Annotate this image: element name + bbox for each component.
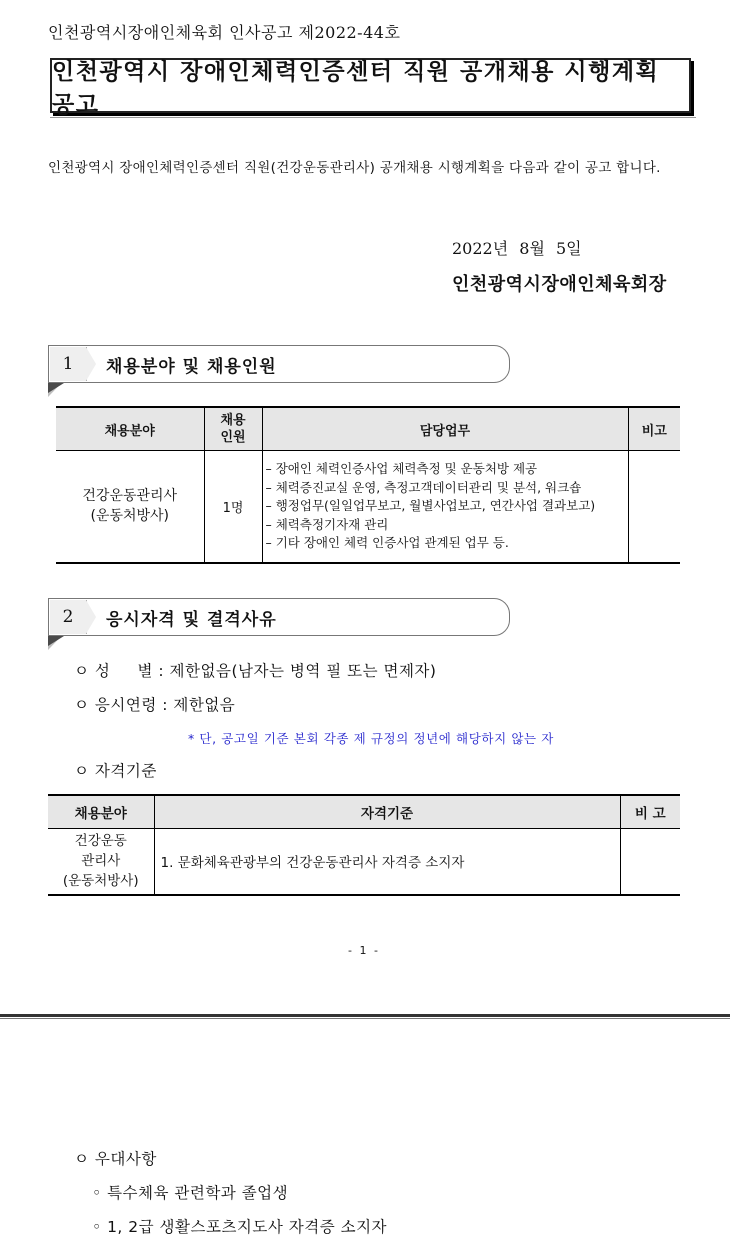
header-field: 채용분야 (56, 407, 204, 451)
header-field: 채용분야 (48, 795, 154, 829)
recruitment-table (56, 406, 680, 564)
preferences-label: ㅇ 우대사항 (74, 1150, 157, 1168)
page-divider-thin (0, 1018, 730, 1019)
duty-item: – 체력측정기자재 관리 (265, 516, 389, 532)
page-title: 인천광역시 장애인체력인증센터 직원 공개채용 시행계획 공고 (52, 58, 660, 118)
section-number: 1 (50, 347, 87, 381)
header-note: 비 고 (620, 795, 680, 829)
qualification-label: ㅇ 자격기준 (74, 762, 157, 780)
announcement-date: 2022년 8월 5일 (452, 239, 582, 258)
cell-duties (262, 451, 628, 563)
table-row (48, 829, 680, 895)
qualification-table (48, 794, 680, 896)
chevron-right-icon (86, 347, 96, 381)
duty-item: – 행정업무(일일업무보고, 월별사업보고, 연간사업 결과보고) (265, 498, 596, 513)
duty-item: – 장애인 체력인증사업 체력측정 및 운동처방 제공 (265, 461, 538, 476)
title-divider (50, 117, 696, 118)
header-note: 비고 (628, 407, 680, 451)
preference-item: ◦ 특수체육 관련학과 졸업생 (92, 1184, 289, 1202)
cell-field: 건강운동관리사 (운동처방사) (82, 488, 178, 525)
section-title: 채용분야 및 채용인원 (106, 357, 277, 377)
corner-tab-icon (48, 636, 64, 646)
duty-item: – 체력증진교실 운영, 측정고객데이터관리 및 분석, 워크숍 (265, 479, 582, 495)
section-1-header (48, 345, 514, 387)
header-count: 채용 인원 (204, 407, 262, 451)
age-condition: ㅇ 응시연령 : 제한없음 (74, 696, 236, 714)
page-divider (0, 1014, 730, 1017)
corner-tab-icon (48, 383, 64, 393)
section-2-header (48, 598, 514, 640)
table-header-row (56, 407, 680, 451)
cell-note (620, 829, 680, 895)
notice-number: 인천광역시장애인체육회 인사공고 제2022-44호 (48, 23, 401, 42)
table-row (56, 451, 680, 563)
title-box (50, 58, 691, 118)
header-duties: 담당업무 (262, 407, 628, 451)
cell-note (628, 451, 680, 563)
preference-item: ◦ 1, 2급 생활스포츠지도사 자격증 소지자 (92, 1218, 388, 1236)
cell-field: 건강운동 관리사 (운동처방사) (62, 833, 139, 890)
cell-count: 1명 (204, 451, 262, 563)
cell-criteria: 1. 문화체육관광부의 건강운동관리사 자격증 소지자 (154, 829, 620, 895)
header-criteria: 자격기준 (154, 795, 620, 829)
table-header-row (48, 795, 680, 829)
organization-name: 인천광역시장애인체육회장 (452, 274, 667, 295)
gender-condition: ㅇ 성 별 : 제한없음(남자는 병역 필 또는 면제자) (74, 662, 437, 680)
page-number: - 1 - (348, 944, 380, 957)
age-note: * 단, 공고일 기준 본회 각종 제 규정의 정년에 해당하지 않는 자 (188, 731, 554, 746)
section-number: 2 (50, 600, 87, 634)
intro-text: 인천광역시 장애인체력인증센터 직원(건강운동관리사) 공개채용 시행계획을 다음과 같이 공고 합니다. (48, 160, 661, 176)
duty-item: – 기타 장애인 체력 인증사업 관계된 업무 등. (265, 535, 509, 550)
chevron-right-icon (86, 600, 96, 634)
section-title: 응시자격 및 결격사유 (106, 610, 277, 630)
